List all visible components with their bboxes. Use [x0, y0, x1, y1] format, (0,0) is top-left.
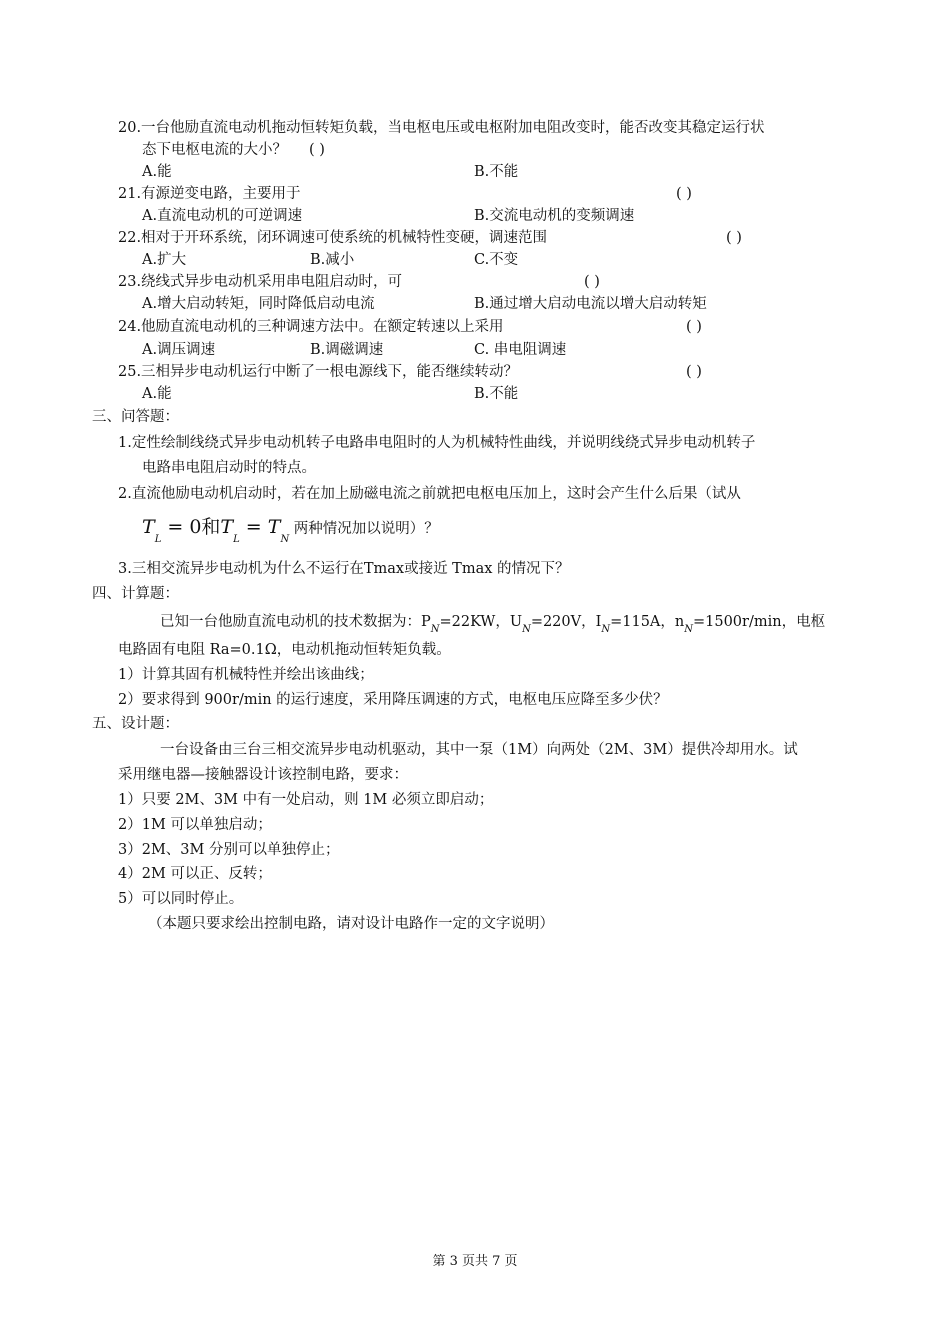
s5-item-3: 3）2M、3M 分别可以单独停止； [118, 842, 340, 858]
q25-stem: 25.三相异步电动机运行中断了一根电源线下，能否继续转动？ [118, 364, 519, 380]
q25-option-a: A.能 [142, 386, 172, 402]
s3-q2-formula-line: $T_L = 0$和$T_L = T_N$ 两种情况加以说明）？ [142, 516, 439, 545]
s3-q1-line2: 电路串电阻启动时的特点。 [142, 460, 316, 476]
q20-option-a: A.能 [142, 164, 172, 180]
s4-item-2: 2）要求得到 900r/min 的运行速度，采用降压调速的方式，电枢电压应降至多少伏？ [118, 692, 668, 708]
q22-stem: 22.相对于开环系统，闭环调速可使系统的机械特性变硬，调速范围 [118, 230, 548, 246]
q20-answer-paren: ( ) [309, 142, 325, 158]
q25-answer-paren: ( ) [686, 364, 702, 380]
s5-paragraph-line1: 一台设备由三台三相交流异步电动机驱动，其中一泵（1M）向两处（2M、3M）提供冷却用水。试 [160, 742, 798, 758]
q21-stem: 21.有源逆变电路，主要用于 [118, 186, 301, 202]
q22-option-c: C.不变 [474, 252, 519, 268]
q23-option-b: B.通过增大启动电流以增大启动转矩 [474, 296, 707, 312]
q22-option-b: B.减小 [310, 252, 355, 268]
q25-option-b: B.不能 [474, 386, 519, 402]
q21-option-b: B.交流电动机的变频调速 [474, 208, 635, 224]
s5-item-5: 5）可以同时停止。 [118, 891, 244, 907]
s3-q3: 3.三相交流异步电动机为什么不运行在Tmax或接近 Tmax 的情况下？ [118, 561, 570, 577]
q20-line2: 态下电枢电流的大小？ ( ) [142, 142, 325, 158]
section-4-title: 四、计算题： [92, 586, 179, 602]
section-5-title: 五、设计题： [92, 716, 179, 732]
s5-paragraph-line2: 采用继电器—接触器设计该控制电路，要求： [118, 767, 408, 783]
q22-answer-paren: ( ) [726, 230, 742, 246]
s3-q2-line1: 2.直流他励电动机启动时，若在加上励磁电流之前就把电枢电压加上，这时会产生什么后果（试从 [118, 486, 741, 502]
q21-option-a: A.直流电动机的可逆调速 [142, 208, 303, 224]
page-footer: 第 3 页共 7 页 [432, 1254, 518, 1269]
section-3-title: 三、问答题： [92, 409, 179, 425]
q20-line1: 20.一台他励直流电动机拖动恒转矩负载，当电枢电压或电枢附加电阻改变时，能否改变其稳定运行状 [118, 120, 765, 136]
q23-answer-paren: ( ) [584, 274, 600, 290]
s4-paragraph-line2: 电路固有电阻 Ra=0.1Ω，电动机拖动恒转矩负载。 [118, 642, 451, 658]
formula-t-l: $T_L = 0$和$T_L = T_N$ [142, 516, 290, 545]
q23-option-a: A.增大启动转矩，同时降低启动电流 [142, 296, 375, 312]
q24-option-b: B.调磁调速 [310, 342, 384, 358]
s4-paragraph-line1: 已知一台他励直流电动机的技术数据为：$P_N=22KW$，$U_N=220V$，$I_N=115A$，$n_N=1500r/\min$，电枢 [160, 614, 826, 635]
s5-item-2: 2）1M 可以单独启动； [118, 817, 272, 833]
q22-option-a: A.扩大 [142, 252, 187, 268]
s3-q1-line1: 1.定性绘制线绕式异步电动机转子电路串电阻时的人为机械特性曲线，并说明线绕式异步电动机转子 [118, 435, 756, 451]
q24-option-c: C. 串电阻调速 [474, 342, 567, 358]
q21-answer-paren: ( ) [676, 186, 692, 202]
q24-option-a: A.调压调速 [142, 342, 216, 358]
q23-stem: 23.绕线式异步电动机采用串电阻启动时，可 [118, 274, 403, 290]
q24-stem: 24.他励直流电动机的三种调速方法中。在额定转速以上采用 [118, 319, 504, 335]
q24-answer-paren: ( ) [686, 319, 702, 335]
s5-item-4: 4）2M 可以正、反转； [118, 866, 272, 882]
s5-item-1: 1）只要 2M、3M 中有一处启动，则 1M 必须立即启动； [118, 792, 494, 808]
s5-note: （本题只要求绘出控制电路，请对设计电路作一定的文字说明） [148, 916, 554, 932]
q20-option-b: B.不能 [474, 164, 519, 180]
s4-item-1: 1）计算其固有机械特性并绘出该曲线； [118, 667, 374, 683]
